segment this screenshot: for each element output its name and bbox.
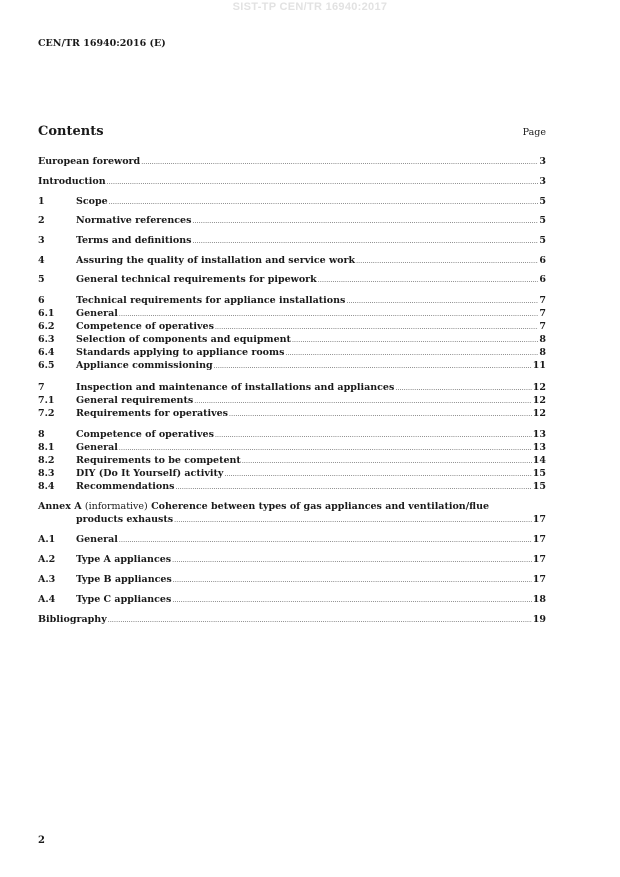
toc-entry-page: 12	[532, 382, 546, 393]
toc-entry[interactable]	[38, 308, 546, 322]
toc-entry-number: 3	[38, 235, 45, 246]
toc-entry-title: General technical requirements for pipework	[76, 274, 317, 285]
leader-dots	[107, 179, 539, 186]
toc-entry-title: Recommendations	[76, 481, 175, 492]
toc-entry[interactable]	[38, 408, 546, 422]
toc-entry-title: Requirements for operatives	[76, 408, 229, 419]
toc-entry-page: 14	[532, 455, 546, 466]
toc-entry-title: General	[76, 308, 118, 319]
toc-entry-title: Type A appliances	[76, 554, 172, 565]
toc-entry-title: Bibliography	[38, 614, 107, 625]
toc-entry-title: European foreword	[38, 156, 141, 167]
toc-entry-page: 13	[532, 442, 546, 453]
toc-entry-title: Assuring the quality of installation and service work	[76, 255, 356, 266]
leader-dots	[292, 337, 538, 344]
toc-entry-page: 6	[539, 274, 546, 285]
toc-entry-page: 8	[539, 347, 546, 358]
toc-entry-number: 8	[38, 429, 45, 440]
leader-dots	[192, 218, 538, 225]
toc-entry[interactable]	[38, 395, 546, 409]
toc-entry-page: 11	[532, 360, 546, 371]
leader-dots	[119, 311, 538, 318]
leader-dots	[108, 617, 532, 624]
toc-entry[interactable]	[38, 360, 546, 374]
toc-entry[interactable]	[38, 334, 546, 348]
toc-entry-title: Introduction	[38, 176, 106, 187]
toc-entry-title: products exhausts	[76, 514, 174, 525]
annex-a-heading[interactable]	[38, 501, 489, 512]
toc-entry-page: 7	[539, 321, 546, 332]
leader-dots	[194, 398, 532, 405]
toc-entry[interactable]	[38, 382, 546, 396]
toc-entry-page: 12	[532, 395, 546, 406]
contents-heading: Contents	[38, 124, 104, 139]
toc-entry[interactable]	[38, 347, 546, 361]
leader-dots	[242, 458, 532, 465]
toc-entry-number: 8.4	[38, 481, 55, 492]
toc-entry-page: 13	[532, 429, 546, 440]
toc-entry-title: Standards applying to appliance rooms	[76, 347, 285, 358]
toc-entry-number: A.1	[38, 534, 56, 545]
page-number: 2	[38, 835, 45, 846]
annex-qualifier: (informative)	[84, 501, 148, 512]
leader-dots	[395, 385, 531, 392]
toc-entry[interactable]	[38, 481, 546, 495]
leader-dots	[119, 537, 532, 544]
annex-title: Coherence between types of gas appliances and ventilation/flue	[151, 501, 490, 512]
toc-entry-title: DIY (Do It Yourself) activity	[76, 468, 224, 479]
leader-dots	[224, 471, 531, 478]
toc-entry[interactable]	[38, 255, 546, 269]
leader-dots	[109, 199, 539, 206]
toc-entry-page: 17	[532, 534, 546, 545]
toc-entry-page: 7	[539, 308, 546, 319]
toc-entry-page: 12	[532, 408, 546, 419]
toc-entry-number: 1	[38, 196, 45, 207]
leader-dots	[141, 159, 538, 166]
leader-dots	[285, 350, 538, 357]
leader-dots	[346, 298, 538, 305]
toc-entry[interactable]	[38, 594, 546, 608]
toc-entry-title: Competence of operatives	[76, 321, 214, 332]
leader-dots	[214, 363, 532, 370]
leader-dots	[215, 432, 532, 439]
toc-entry-number: 8.1	[38, 442, 55, 453]
leader-dots	[172, 597, 531, 604]
toc-entry-page: 17	[532, 554, 546, 565]
leader-dots	[192, 238, 538, 245]
toc-entry[interactable]	[38, 442, 546, 456]
toc-entry-page: 5	[539, 196, 546, 207]
toc-entry-number: 6.3	[38, 334, 55, 345]
leader-dots	[215, 324, 538, 331]
toc-entry-title: Requirements to be competent	[76, 455, 241, 466]
toc-entry-number: A.3	[38, 574, 56, 585]
toc-entry[interactable]	[38, 274, 546, 288]
toc-entry-title: Competence of operatives	[76, 429, 214, 440]
toc-entry-number: 7	[38, 382, 45, 393]
toc-entry-number: 4	[38, 255, 45, 266]
page-column-label: Page	[522, 127, 546, 138]
toc-entry-title: Scope	[76, 196, 108, 207]
toc-entry-title: General requirements	[76, 395, 194, 406]
toc-entry-title: Selection of components and equipment	[76, 334, 291, 345]
toc-entry[interactable]	[38, 176, 546, 190]
leader-dots	[229, 411, 532, 418]
leader-dots	[174, 517, 532, 524]
toc-entry[interactable]	[38, 196, 546, 210]
toc-entry[interactable]	[38, 455, 546, 469]
toc-entry-page: 7	[539, 295, 546, 306]
toc-entry-number: A.2	[38, 554, 56, 565]
toc-entry[interactable]	[38, 429, 546, 443]
leader-dots	[119, 445, 532, 452]
toc-entry-page: 19	[532, 614, 546, 625]
toc-entry-page: 18	[532, 594, 546, 605]
toc-entry-title: General	[76, 442, 118, 453]
leader-dots	[172, 557, 532, 564]
toc-entry-title: Type C appliances	[76, 594, 172, 605]
toc-entry-page: 5	[539, 215, 546, 226]
toc-entry[interactable]	[38, 554, 546, 568]
toc-entry-title: Appliance commissioning	[76, 360, 213, 371]
toc-entry[interactable]	[38, 156, 546, 170]
toc-entry-number: 6.1	[38, 308, 55, 319]
toc-entry-number: 6.4	[38, 347, 55, 358]
toc-entry[interactable]	[38, 295, 546, 309]
leader-dots	[356, 258, 538, 265]
watermark: SIST-TP CEN/TR 16940:2017	[232, 1, 388, 13]
toc-entry-number: 6	[38, 295, 45, 306]
toc-entry-page: 3	[539, 156, 546, 167]
leader-dots	[173, 577, 532, 584]
toc-entry-title: Normative references	[76, 215, 192, 226]
toc-entry-page: 15	[532, 468, 546, 479]
toc-entry[interactable]	[38, 235, 546, 249]
toc-entry-number: 2	[38, 215, 45, 226]
leader-dots	[318, 277, 539, 284]
toc-entry[interactable]	[38, 215, 546, 229]
toc-entry[interactable]	[38, 514, 546, 528]
toc-entry[interactable]	[38, 534, 546, 548]
toc-entry-page: 8	[539, 334, 546, 345]
toc-entry-page: 5	[539, 235, 546, 246]
toc-entry-number: 7.1	[38, 395, 55, 406]
toc-entry-number: 8.2	[38, 455, 55, 466]
toc-entry-title: General	[76, 534, 118, 545]
toc-entry-page: 15	[532, 481, 546, 492]
toc-entry-number: 5	[38, 274, 45, 285]
toc-entry-number: 8.3	[38, 468, 55, 479]
toc-entry-title: Inspection and maintenance of installations and appliances	[76, 382, 395, 393]
toc-entry[interactable]	[38, 468, 546, 482]
toc-entry-page: 3	[539, 176, 546, 187]
annex-label: Annex A	[38, 501, 82, 512]
toc-entry-number: 7.2	[38, 408, 55, 419]
toc-entry-page: 17	[532, 514, 546, 525]
toc-entry[interactable]	[38, 574, 546, 588]
document-id: CEN/TR 16940:2016 (E)	[38, 38, 166, 49]
toc-entry-number: 6.2	[38, 321, 55, 332]
toc-entry-title: Terms and definitions	[76, 235, 192, 246]
toc-entry-title: Type B appliances	[76, 574, 172, 585]
toc-entry-title: Technical requirements for appliance installations	[76, 295, 346, 306]
toc-entry[interactable]	[38, 321, 546, 335]
toc-entry-page: 17	[532, 574, 546, 585]
toc-entry[interactable]	[38, 614, 546, 628]
leader-dots	[176, 484, 532, 491]
toc-entry-number: 6.5	[38, 360, 55, 371]
toc-entry-number: A.4	[38, 594, 56, 605]
toc-entry-page: 6	[539, 255, 546, 266]
